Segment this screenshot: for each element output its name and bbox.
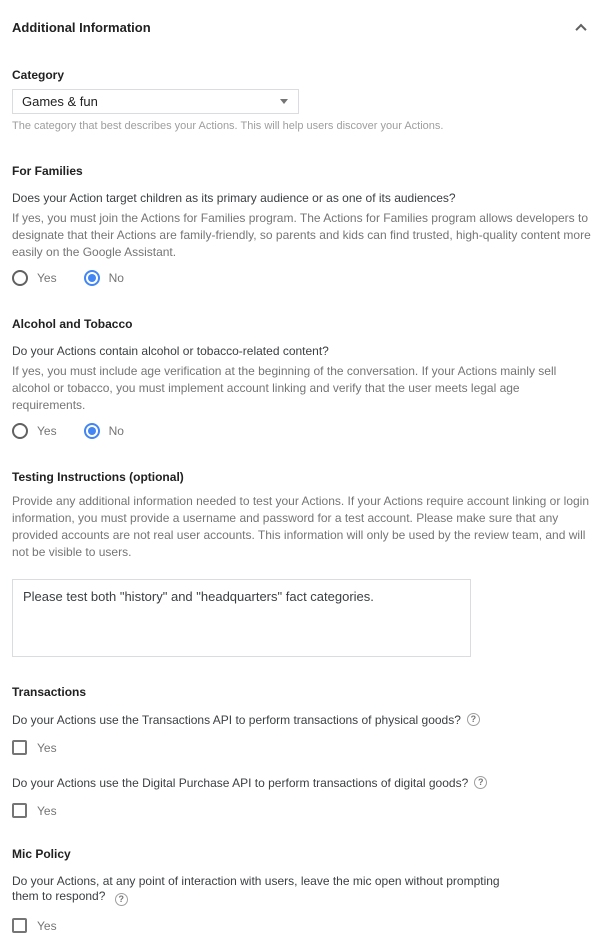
- for-families-question: Does your Action target children as its primary audience or as one of its audiences?: [12, 191, 456, 205]
- panel-header: [12, 16, 593, 40]
- radio-checked-icon: [84, 423, 100, 439]
- category-select[interactable]: [12, 89, 299, 114]
- radio-label-no: No: [108, 271, 124, 285]
- transactions-digital-question-row: [12, 776, 593, 791]
- mic-policy-title: Mic Policy: [12, 847, 71, 861]
- chevron-up-icon: [575, 24, 586, 35]
- category-helper-text: The category that best describes your Actions. This will help users discover your Actions.: [12, 120, 444, 132]
- collapse-section-button[interactable]: [569, 16, 593, 40]
- checkbox-unchecked-icon[interactable]: [12, 918, 27, 933]
- page-title: Additional Information: [12, 20, 151, 35]
- mic-policy-question-row: [12, 874, 512, 906]
- checkbox-label: Yes: [37, 918, 57, 933]
- category-label: Category: [12, 68, 65, 82]
- transactions-digital-question: Do your Actions use the Digital Purchase API to perform transactions of digital goods?: [12, 776, 469, 790]
- alcohol-tobacco-title: Alcohol and Tobacco: [12, 317, 133, 331]
- transactions-section: [12, 685, 593, 818]
- checkbox-unchecked-icon[interactable]: [12, 803, 27, 818]
- help-icon[interactable]: ?: [467, 713, 480, 726]
- radio-checked-icon: [84, 270, 100, 286]
- for-families-radio-no[interactable]: [84, 270, 124, 286]
- for-families-description: If yes, you must join the Actions for Families program. The Actions for Families program allows developers to designate that their Actions are family-friendly, so parents and kids can find trusted, high-quality content more easily on the Google Assistant.: [12, 211, 591, 259]
- alcohol-tobacco-question: Do your Actions contain alcohol or tobacco-related content?: [12, 344, 329, 358]
- mic-policy-question: Do your Actions, at any point of interaction with users, leave the mic open without prompting them to respond?: [12, 874, 500, 903]
- alcohol-tobacco-radio-yes[interactable]: [12, 423, 57, 439]
- alcohol-tobacco-description: If yes, you must include age verification at the beginning of the conversation. If your Actions mainly sell alcohol or tobacco, you must implement account linking and verify that the user meets legal age requirements.: [12, 364, 557, 412]
- mic-policy-checkbox-row: [12, 918, 593, 933]
- dropdown-arrow-icon: [280, 99, 288, 104]
- testing-instructions-title: Testing Instructions (optional): [12, 470, 184, 484]
- for-families-radio-yes[interactable]: [12, 270, 57, 286]
- radio-label-yes: Yes: [37, 424, 57, 438]
- testing-instructions-description: Provide any additional information needed to test your Actions. If your Actions require account linking or login information, you must provide a username and password for a test account. Please make sure that any provided accounts are not real user accounts. This information will only be used by the review team, and will not be visible to users.: [12, 494, 590, 559]
- mic-policy-section: [12, 847, 593, 933]
- transactions-physical-checkbox-row: [12, 740, 593, 755]
- alcohol-tobacco-radio-group: [12, 423, 593, 439]
- radio-label-yes: Yes: [37, 271, 57, 285]
- radio-label-no: No: [108, 424, 124, 438]
- checkbox-label: Yes: [37, 740, 57, 755]
- transactions-digital-checkbox-row: [12, 803, 593, 818]
- category-selected-value: Games & fun: [22, 94, 98, 109]
- checkbox-unchecked-icon[interactable]: [12, 740, 27, 755]
- testing-instructions-section: [12, 470, 593, 657]
- transactions-physical-question: Do your Actions use the Transactions API to perform transactions of physical goods?: [12, 713, 461, 727]
- for-families-radio-group: [12, 270, 593, 286]
- alcohol-tobacco-radio-no[interactable]: [84, 423, 124, 439]
- testing-instructions-input[interactable]: [12, 579, 471, 657]
- for-families-title: For Families: [12, 164, 83, 178]
- radio-unchecked-icon: [12, 270, 28, 286]
- transactions-title: Transactions: [12, 685, 87, 699]
- alcohol-tobacco-section: [12, 317, 593, 439]
- for-families-section: [12, 164, 593, 286]
- help-icon[interactable]: ?: [115, 893, 128, 906]
- radio-unchecked-icon: [12, 423, 28, 439]
- help-icon[interactable]: ?: [474, 776, 487, 789]
- transactions-physical-question-row: [12, 713, 593, 728]
- checkbox-label: Yes: [37, 803, 57, 818]
